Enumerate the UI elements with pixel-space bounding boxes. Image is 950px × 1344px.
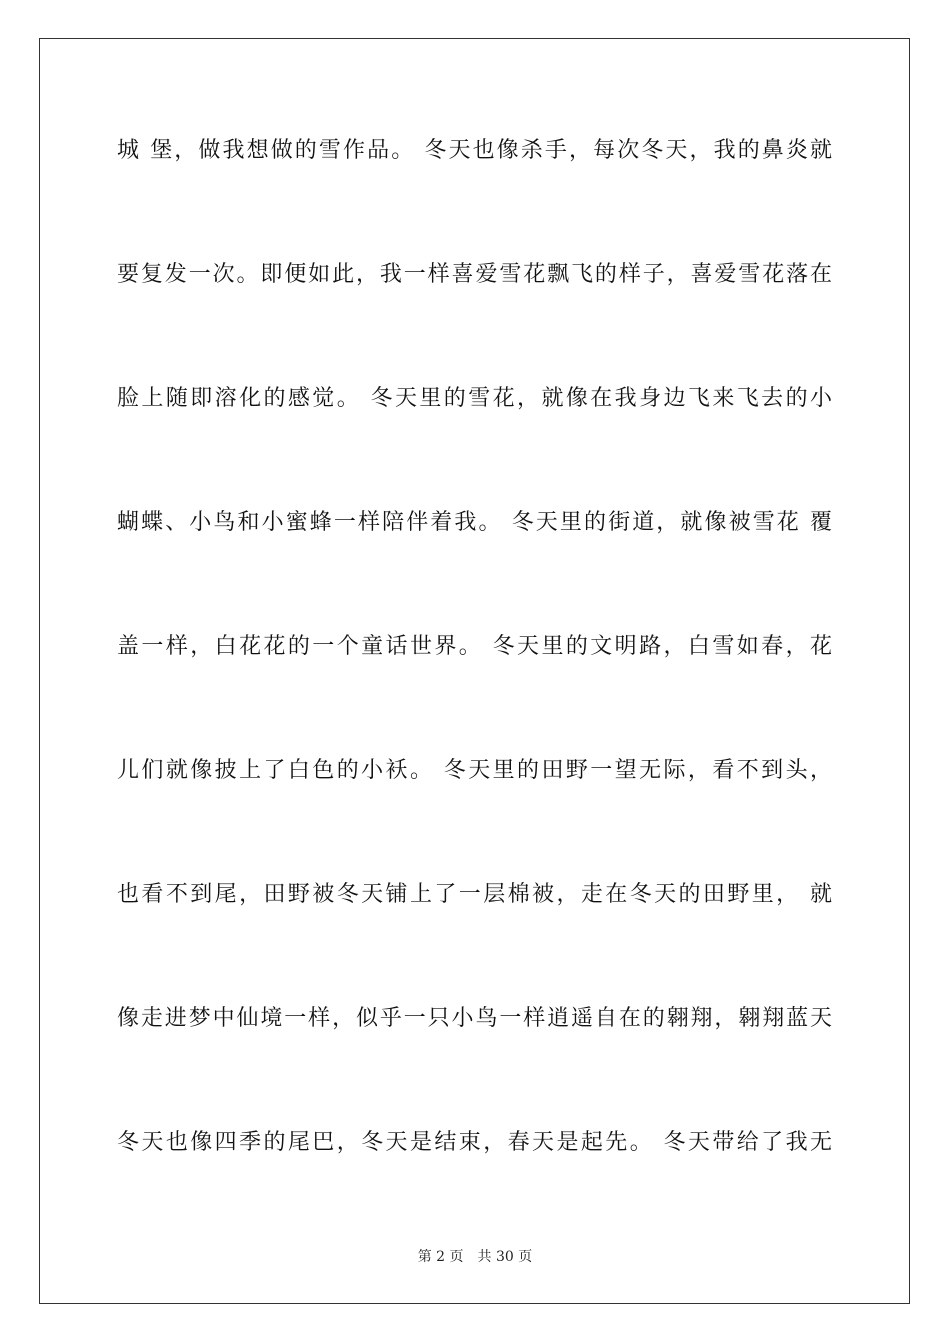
body-text-line: 蝴蝶、小鸟和小蜜蜂一样陪伴着我。 冬天里的街道，就像被雪花 覆 [117, 510, 833, 535]
page-number-footer: 第 2 页 共 30 页 [417, 1249, 533, 1265]
page-border [39, 38, 910, 1304]
body-text-line: 冬天也像四季的尾巴，冬天是结束，春天是起先。 冬天带给了我无 [117, 1130, 833, 1155]
body-text-line: 像走进梦中仙境一样，似乎一只小鸟一样逍遥自在的翱翔，翱翔蓝天 [117, 1006, 833, 1031]
body-text-line: 也看不到尾，田野被冬天铺上了一层棉被，走在冬天的田野里， 就 [117, 882, 833, 907]
body-text-line: 要复发一次。即便如此，我一样喜爱雪花飘飞的样子，喜爱雪花落在 [117, 262, 833, 287]
body-text-line: 儿们就像披上了白色的小袄。 冬天里的田野一望无际，看不到头， [117, 758, 833, 783]
body-text-line: 城 堡，做我想做的雪作品。 冬天也像杀手，每次冬天，我的鼻炎就 [117, 138, 833, 163]
body-text-line: 盖一样，白花花的一个童话世界。 冬天里的文明路，白雪如春，花 [117, 634, 833, 659]
body-text-line: 脸上随即溶化的感觉。 冬天里的雪花，就像在我身边飞来飞去的小 [117, 386, 833, 411]
